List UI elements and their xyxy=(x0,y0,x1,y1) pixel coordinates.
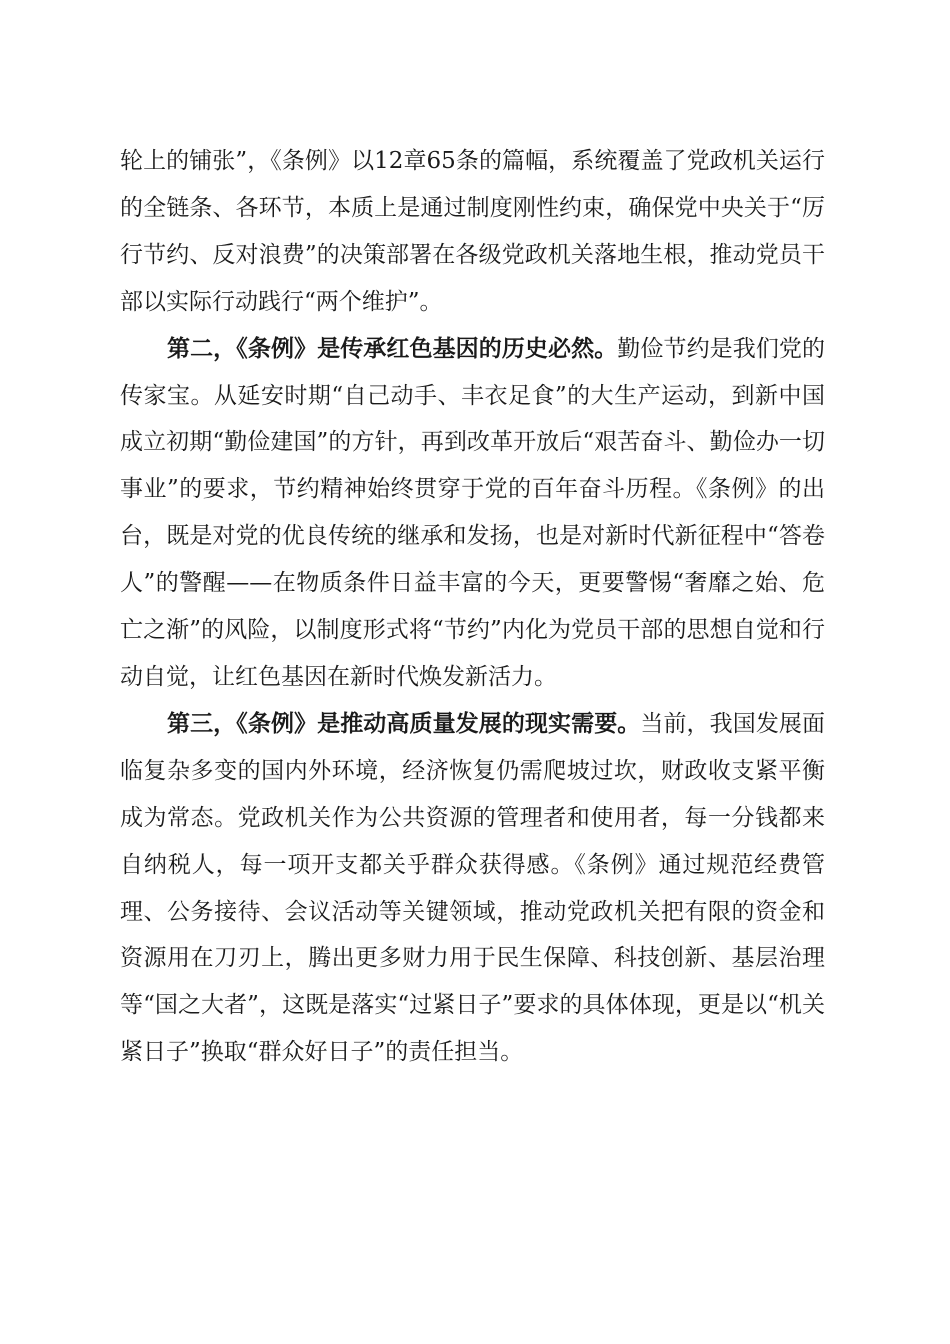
paragraph-lead-heading: 第二，《条例》是传承红色基因的历史必然。 xyxy=(167,334,618,362)
paragraph-continuation xyxy=(120,138,825,326)
paragraph-second-point xyxy=(120,326,825,701)
paragraph-third-point xyxy=(120,701,825,1076)
paragraph-text: 轮上的铺张”，《条例》以12章65条的篇幅，系统覆盖了党政机关运行的全链条、各环节，本质上是通过制度刚性约束，确保党中央关于“厉行节约、反对浪费”的决策部署在各级党政机关落地生根，推动党员干部以实际行动践行“两个维护”。 xyxy=(120,148,825,315)
document-body xyxy=(120,138,825,1076)
paragraph-text: 当前，我国发展面临复杂多变的国内外环境，经济恢复仍需爬坡过坎，财政收支紧平衡成为常态。党政机关作为公共资源的管理者和使用者，每一分钱都来自纳税人，每一项开支都关乎群众获得感。《条例》通过规范经费管理、公务接待、会议活动等关键领域，推动党政机关把有限的资金和资源用在刀刃上，腾出更多财力用于民生保障、科技创新、基层治理等“国之大者”，这既是落实“过紧日子”要求的具体体现，更是以“机关紧日子”换取“群众好日子”的责任担当。 xyxy=(120,710,826,1066)
paragraph-lead-heading: 第三，《条例》是推动高质量发展的现实需要。 xyxy=(167,709,641,737)
paragraph-text: 勤俭节约是我们党的传家宝。从延安时期“自己动手、丰衣足食”的大生产运动，到新中国成立初期“勤俭建国”的方针，再到改革开放后“艰苦奋斗、勤俭办一切事业”的要求，节约精神始终贯穿于党的百年奋斗历程。《条例》的出台，既是对党的优良传统的继承和发扬，也是对新时代新征程中“答卷人”的警醒——在物质条件日益丰富的今天，更要警惕“奢靡之始、危亡之渐”的风险，以制度形式将“节约”内化为党员干部的思想自觉和行动自觉，让红色基因在新时代焕发新活力。 xyxy=(120,335,826,690)
